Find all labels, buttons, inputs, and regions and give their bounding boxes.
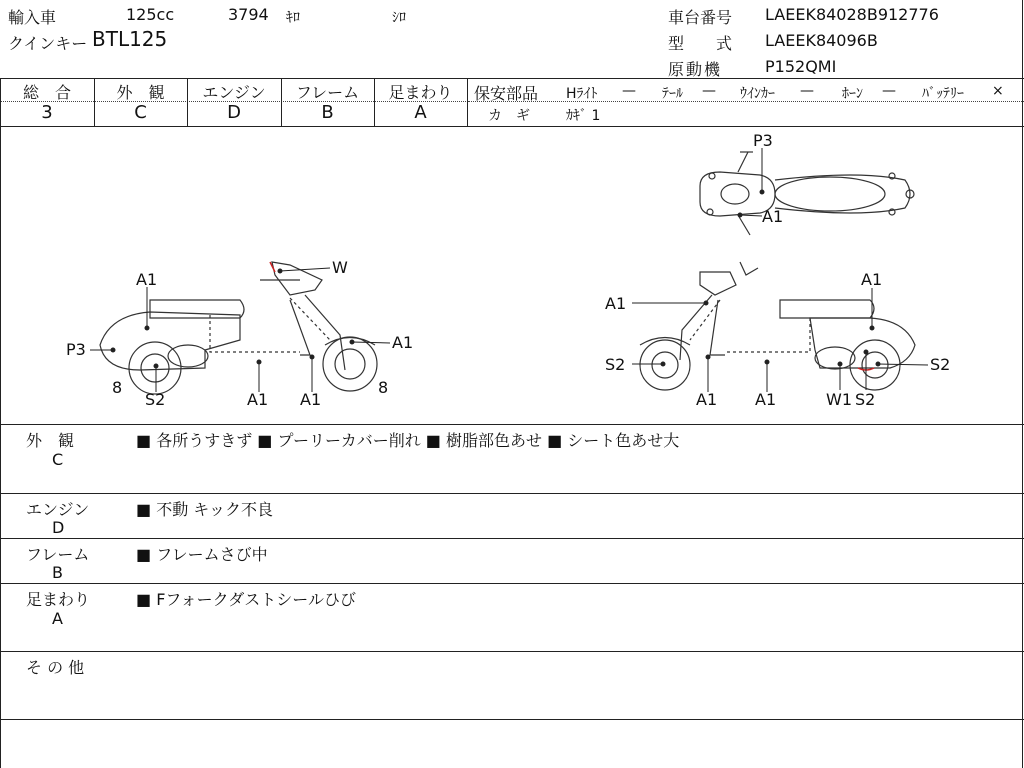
horn-label: ﾎｰﾝ (842, 86, 863, 102)
diagram-label: S2 (930, 355, 951, 374)
type-value: LAEEK84096B (765, 31, 878, 50)
divider (0, 424, 1024, 425)
comment-grade: D (52, 518, 65, 537)
scooter-top-view (700, 152, 914, 235)
diagram-label: S2 (145, 390, 166, 409)
diagram-label: A1 (300, 390, 322, 409)
diagram-label: A1 (861, 270, 883, 289)
key-label: カ ギ (488, 108, 530, 124)
diagram-label: 8 (112, 378, 123, 397)
comment-text: ■ 各所うすきず ■ プーリーカバー削れ ■ 樹脂部色あせ ■ シート色あせ大 (136, 431, 680, 450)
battery-mark: × (992, 83, 1004, 99)
grade-label: フレーム (295, 83, 360, 102)
comment-text: ■ Fフォークダストシールひび (136, 590, 356, 609)
comment-category: そ の 他 (26, 658, 85, 677)
diagram-label: W (332, 258, 348, 277)
mileage-unit: ｷﾛ (286, 10, 300, 26)
grade-value: B (321, 102, 334, 123)
diagram-label: S2 (605, 355, 626, 374)
comment-category: 足まわり (26, 590, 91, 609)
damage-diagram (0, 127, 1024, 423)
grade-label: 外 観 (116, 83, 165, 102)
diagram-label: A1 (696, 390, 718, 409)
comment-category: 外 観 (26, 431, 75, 450)
grade-value: A (414, 102, 427, 123)
diagram-label: A1 (755, 390, 777, 409)
frame-no-label: 車台番号 (668, 8, 733, 27)
horn-mark: — (882, 83, 896, 99)
displacement: 125cc (126, 5, 175, 24)
engine-value: P152QMI (765, 57, 837, 76)
diagram-label: 8 (378, 378, 389, 397)
comment-category: エンジン (26, 500, 90, 519)
grade-label: 総 合 (22, 83, 71, 102)
frame-no: LAEEK84028B912776 (765, 5, 939, 24)
mileage: 3794 (228, 5, 269, 24)
grade-value: 3 (41, 102, 53, 123)
battery-label: ﾊﾞｯﾃﾘｰ (922, 86, 964, 102)
safety-label: 保安部品 (474, 84, 539, 103)
diagram-label: S2 (855, 390, 876, 409)
divider (0, 651, 1024, 652)
tail-mark: — (702, 83, 716, 99)
headlight-label: Hﾗｲﾄ (566, 86, 598, 102)
winker-label: ｳｲﾝｶｰ (740, 86, 775, 102)
diagram-label: A1 (762, 207, 784, 226)
comment-grade: C (52, 450, 64, 469)
engine-label: 原動機 (668, 60, 723, 79)
tail-label: ﾃｰﾙ (662, 86, 683, 102)
type-label: 型 式 (668, 34, 733, 53)
import-label: 輸入車 (8, 8, 57, 27)
headlight-mark: — (622, 83, 636, 99)
comment-text: ■ フレームさび中 (136, 545, 268, 564)
diagram-label: A1 (605, 294, 627, 313)
divider (0, 78, 1024, 79)
diagram-label: A1 (392, 333, 414, 352)
grade-label: 足まわり (388, 83, 453, 102)
divider (0, 719, 1024, 720)
comment-grade: B (52, 563, 63, 582)
winker-mark: — (800, 83, 814, 99)
comment-grade: A (52, 609, 63, 628)
grade-value: C (134, 102, 147, 123)
comment-text: ■ 不動 キック不良 (136, 500, 273, 519)
diagram-label: P3 (753, 131, 773, 150)
color-value: ｼﾛ (392, 10, 406, 26)
diagram-label: A1 (136, 270, 158, 289)
diagram-label: P3 (66, 340, 86, 359)
model-maker: クインキー (8, 34, 88, 53)
grade-value: D (227, 102, 241, 123)
diagram-label: A1 (247, 390, 269, 409)
grade-label: エンジン (202, 83, 266, 102)
key-value: ｶｷﾞ 1 (566, 108, 601, 124)
diagram-label: W1 (826, 390, 852, 409)
comment-category: フレーム (26, 545, 90, 564)
divider (467, 78, 468, 126)
model-name: BTL125 (92, 27, 168, 51)
divider (0, 493, 1024, 494)
divider (0, 538, 1024, 539)
divider (0, 583, 1024, 584)
